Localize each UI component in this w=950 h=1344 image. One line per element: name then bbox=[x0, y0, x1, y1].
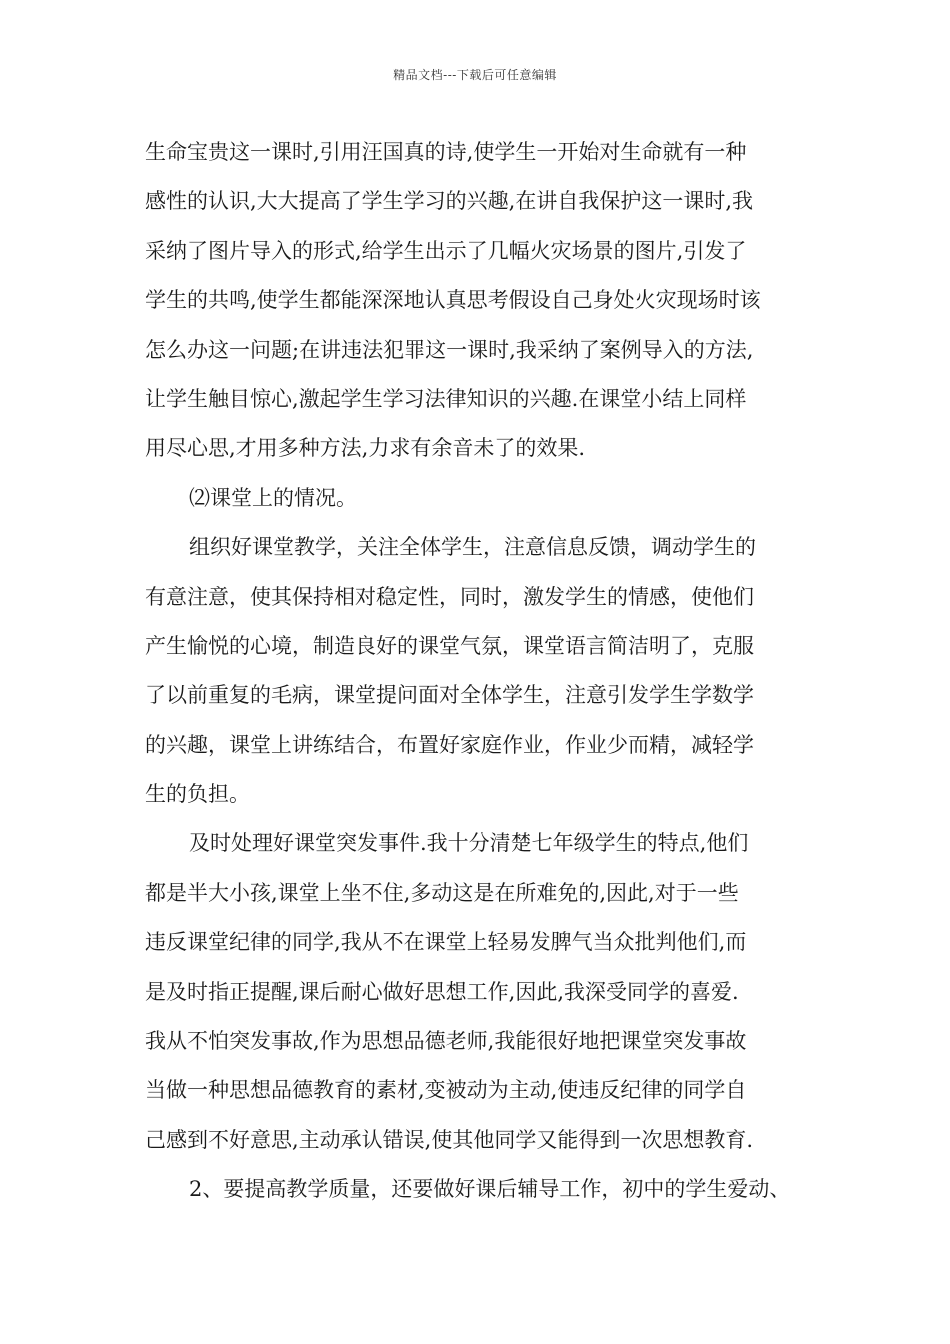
text-line: 生命宝贵这一课时,引用汪国真的诗,使学生一开始对生命就有一种 bbox=[145, 140, 747, 164]
text-line: 有意注意，使其保持相对稳定性，同时，激发学生的情感，使他们 bbox=[145, 584, 754, 609]
paragraph-start-line: 2、要提高教学质量，还要做好课后辅导工作，初中的学生爱动、 bbox=[189, 1177, 791, 1202]
text-line: 我从不怕突发事故,作为思想品德老师,我能很好地把课堂突发事故 bbox=[145, 1029, 747, 1054]
text-line: 都是半大小孩,课堂上坐不住,多动这是在所难免的,因此,对于一些 bbox=[145, 880, 739, 905]
text-line: 了以前重复的毛病，课堂提问面对全体学生，注意引发学生学数学 bbox=[145, 683, 754, 708]
text-line: 己感到不好意思,主动承认错误,使其他同学又能得到一次思想教育. bbox=[145, 1127, 754, 1152]
text-line: 生的负担。 bbox=[145, 782, 250, 807]
text-line: 学生的共鸣,使学生都能深深地认真思考假设自己身处火灾现场时该 bbox=[145, 288, 761, 313]
text-line: 当做一种思想品德教育的素材,变被动为主动,使违反纪律的同学自 bbox=[145, 1078, 747, 1103]
page-header: 精品文档---下载后可任意编辑 bbox=[393, 68, 557, 82]
text-line: 用尽心思,才用多种方法,力求有余音未了的效果. bbox=[145, 436, 586, 461]
text-line: 感性的认识,大大提高了学生学习的兴趣,在讲自我保护这一课时,我 bbox=[145, 189, 754, 214]
text-line: 让学生触目惊心,激起学生学习法律知识的兴趣.在课堂小结上同样 bbox=[145, 386, 747, 411]
text-line: 怎么办这一问题;在讲违法犯罪这一课时,我采纳了案例导入的方法, bbox=[145, 337, 754, 362]
section-heading: ⑵课堂上的情况。 bbox=[189, 485, 357, 510]
text-line: 的兴趣，课堂上讲练结合，布置好家庭作业，作业少而精，减轻学 bbox=[145, 732, 754, 757]
text-line: 违反课堂纪律的同学,我从不在课堂上轻易发脾气当众批判他们,而 bbox=[145, 930, 747, 955]
paragraph-start-line: 组织好课堂教学，关注全体学生，注意信息反馈，调动学生的 bbox=[189, 535, 756, 560]
text-line: 采纳了图片导入的形式,给学生出示了几幅火灾场景的图片,引发了 bbox=[145, 238, 747, 263]
text-line: 产生愉悦的心境，制造良好的课堂气氛，课堂语言简洁明了，克服 bbox=[145, 633, 754, 658]
paragraph-start-line: 及时处理好课堂突发事件.我十分清楚七年级学生的特点,他们 bbox=[189, 831, 749, 856]
document-body bbox=[145, 128, 809, 1215]
text-line: 是及时指正提醒,课后耐心做好思想工作,因此,我深受同学的喜爱. bbox=[145, 979, 739, 1004]
